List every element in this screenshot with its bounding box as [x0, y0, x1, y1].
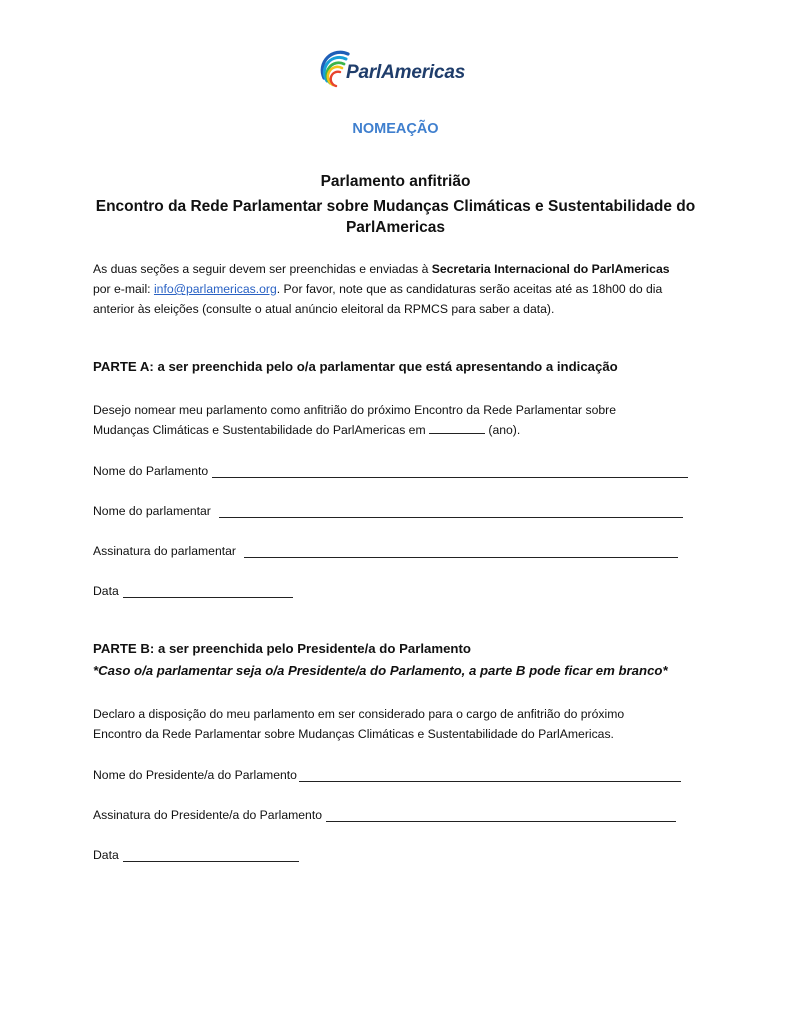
intro-text: As duas seções a seguir devem ser preenchidas e enviadas à [93, 262, 432, 276]
parliamentarian-name-field [93, 502, 683, 518]
part-a-body-line-1: Desejo nomear meu parlamento como anfitrião do próximo Encontro da Rede Parlamentar sobre [93, 403, 616, 417]
part-a-date-field [93, 582, 293, 598]
part-b-date-field [93, 846, 299, 862]
part-b-body-line-1: Declaro a disposição do meu parlamento em ser considerado para o cargo de anfitrião do próximo [93, 707, 625, 721]
intro-line-1 [93, 261, 670, 277]
parliament-name-label: Nome do Parlamento [93, 464, 209, 478]
president-signature-label: Assinatura do Presidente/a do Parlamento [93, 808, 322, 822]
intro-line-3: anterior às eleições (consulte o atual anúncio eleitoral da RPMCS para saber a data). [93, 302, 555, 316]
intro-bold-text: Secretaria Internacional do ParlAmericas [431, 262, 670, 276]
parlamericas-logo [318, 48, 478, 94]
part-b-date-blank[interactable] [123, 849, 299, 862]
title-line-3: ParlAmericas [345, 219, 446, 236]
parliamentarian-signature-label: Assinatura do parlamentar [93, 544, 236, 558]
part-b-subheading: *Caso o/a parlamentar seja o/a Presidente/a do Parlamento, a parte B pode ficar em branco* [93, 663, 668, 678]
part-a-body-line-2 [93, 422, 520, 438]
parliament-name-blank[interactable] [212, 465, 688, 478]
email-link[interactable]: info@parlamericas.org [153, 282, 277, 296]
parliamentarian-name-blank[interactable] [219, 505, 683, 518]
president-name-field [93, 766, 681, 782]
intro-suffix: . Por favor, note que as candidaturas serão aceitas até as 18h00 do dia [276, 282, 663, 296]
part-a-body-prefix: Mudanças Climáticas e Sustentabilidade do ParlAmericas em [93, 423, 429, 437]
part-b-body-line-2: Encontro da Rede Parlamentar sobre Mudanças Climáticas e Sustentabilidade do ParlAmericas. [93, 727, 614, 741]
parliamentarian-name-label: Nome do parlamentar [93, 504, 211, 518]
logo-text: ParlAmericas [346, 62, 466, 83]
parliamentarian-signature-blank[interactable] [244, 545, 678, 558]
part-a-date-blank[interactable] [123, 585, 293, 598]
part-a-date-label: Data [93, 584, 119, 598]
intro-line-2 [93, 281, 662, 297]
president-name-blank[interactable] [299, 769, 681, 782]
page-heading: NOMEAÇÃO [352, 121, 439, 137]
part-b-heading: PARTE B: a ser preenchida pelo Presidente/a do Parlamento [93, 641, 471, 656]
intro-prefix: por e-mail: [93, 282, 154, 296]
president-signature-blank[interactable] [326, 809, 676, 822]
president-name-label: Nome do Presidente/a do Parlamento [93, 768, 297, 782]
year-blank-field[interactable] [429, 422, 485, 434]
part-a-heading: PARTE A: a ser preenchida pelo o/a parlamentar que está apresentando a indicação [93, 359, 618, 374]
parliament-name-field [93, 462, 688, 478]
parliamentarian-signature-field [93, 542, 678, 558]
title-line-2: Encontro da Rede Parlamentar sobre Mudanças Climáticas e Sustentabilidade do [95, 198, 696, 215]
title-line-1: Parlamento anfitrião [320, 173, 471, 190]
part-b-date-label: Data [93, 848, 119, 862]
part-a-body-suffix: (ano). [485, 423, 521, 437]
president-signature-field [93, 806, 676, 822]
